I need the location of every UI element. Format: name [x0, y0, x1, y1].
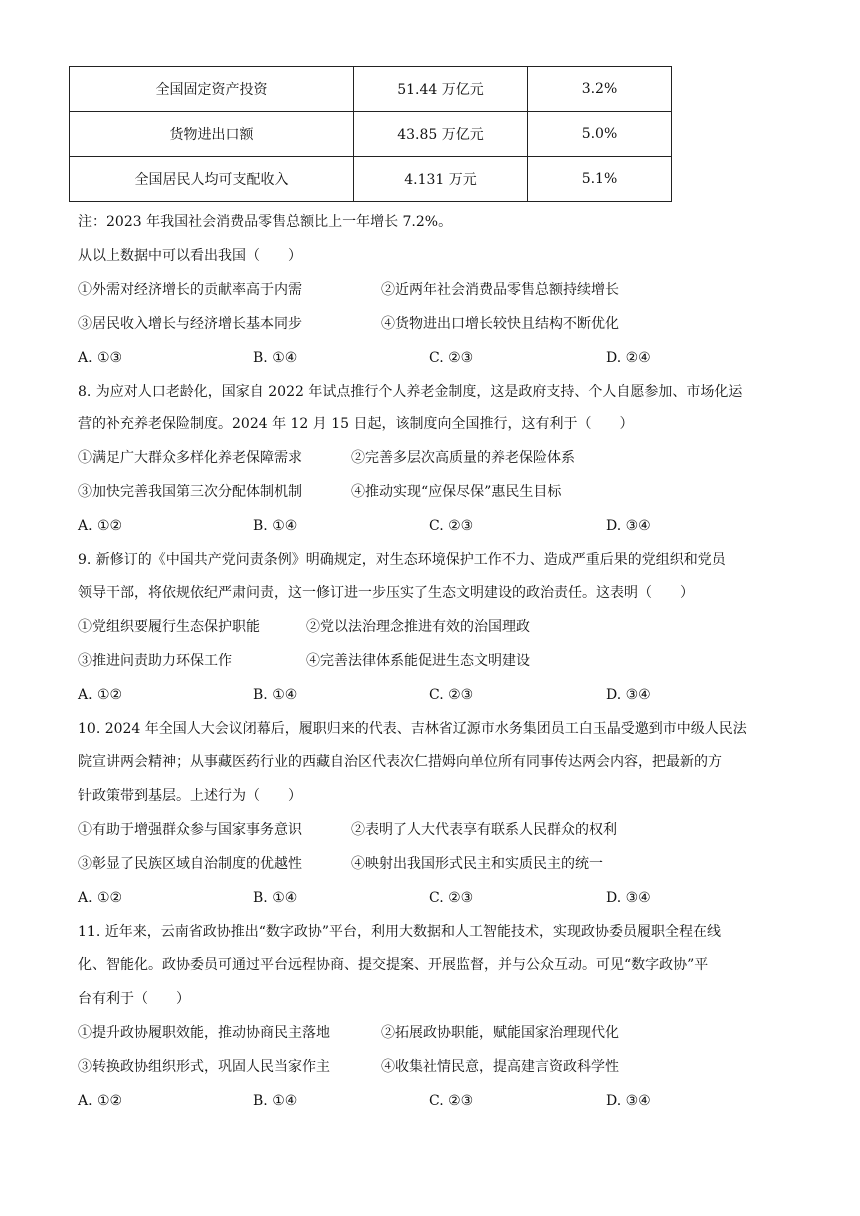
q11-option-a[interactable]: A. ①②: [78, 1093, 123, 1109]
q8-options: [78, 516, 798, 536]
table-cell: 5.1%: [528, 157, 672, 202]
q10-statement-4: ④映射出我国形式民主和实质民主的统一: [351, 856, 603, 872]
q7-statement-4: ④货物进出口增长较快且结构不断优化: [381, 316, 619, 332]
q10-statements-row-1: [78, 820, 818, 840]
q8-stem-line-2: 营的补充养老保险制度。2024 年 12 月 15 日起，该制度向全国推行，这有利于（ ）: [78, 416, 634, 432]
q10-option-c[interactable]: C. ②③: [429, 890, 474, 906]
q10-stem-line-1: 10. 2024 年全国人大会议闭幕后，履职归来的代表、吉林省辽源市水务集团员工白玉晶受邀到市中级人民法: [78, 721, 747, 737]
q7-statement-1: ①外需对经济增长的贡献率高于内需: [78, 282, 302, 298]
q9-statements-row-2: [78, 651, 818, 671]
q11-stem-line-2: 化、智能化。政协委员可通过平台远程协商、提交提案、开展监督，并与公众互动。可见“数字政协”平: [78, 957, 709, 973]
q8-statements-row-2: [78, 482, 818, 502]
table-cell: 3.2%: [528, 67, 672, 112]
q7-options: [78, 348, 798, 368]
q11-stem-line-1: 11. 近年来，云南省政协推出“数字政协”平台，利用大数据和人工智能技术，实现政协委员履职全程在线: [78, 924, 722, 940]
table-row: [70, 112, 672, 157]
q10-option-d[interactable]: D. ③④: [606, 890, 651, 906]
q11-statements-row-2: [78, 1057, 818, 1077]
q7-option-c[interactable]: C. ②③: [429, 350, 474, 366]
q11-statement-3: ③转换政协组织形式，巩固人民当家作主: [78, 1059, 330, 1075]
q7-statements-row-2: [78, 314, 818, 334]
table-cell: 5.0%: [528, 112, 672, 157]
q8-statement-1: ①满足广大群众多样化养老保障需求: [78, 450, 302, 466]
q11-statement-2: ②拓展政协职能，赋能国家治理现代化: [381, 1025, 619, 1041]
q10-statements-row-2: [78, 854, 818, 874]
table-cell: 4.131 万元: [354, 157, 528, 202]
q8-option-a[interactable]: A. ①②: [78, 518, 123, 534]
q9-option-c[interactable]: C. ②③: [429, 687, 474, 703]
q11-statement-4: ④收集社情民意，提高建言资政科学性: [381, 1059, 619, 1075]
q7-statement-3: ③居民收入增长与经济增长基本同步: [78, 316, 302, 332]
q11-option-c[interactable]: C. ②③: [429, 1093, 474, 1109]
q10-stem-line-3: 针政策带到基层。上述行为（ ）: [78, 788, 302, 804]
q7-option-b[interactable]: B. ①④: [253, 350, 298, 366]
q10-option-a[interactable]: A. ①②: [78, 890, 123, 906]
q8-statement-2: ②完善多层次高质量的养老保险体系: [351, 450, 575, 466]
q11-statement-1: ①提升政协履职效能，推动协商民主落地: [78, 1025, 330, 1041]
q8-option-d[interactable]: D. ③④: [606, 518, 651, 534]
q8-option-b[interactable]: B. ①④: [253, 518, 298, 534]
q8-statement-3: ③加快完善我国第三次分配体制机制: [78, 484, 302, 500]
q10-option-b[interactable]: B. ①④: [253, 890, 298, 906]
q8-stem-line-1: 8. 为应对人口老龄化，国家自 2022 年试点推行个人养老金制度，这是政府支持、个人自愿参加、市场化运: [78, 384, 743, 400]
q10-statement-1: ①有助于增强群众参与国家事务意识: [78, 822, 302, 838]
table-row: [70, 67, 672, 112]
q7-statement-2: ②近两年社会消费品零售总额持续增长: [381, 282, 619, 298]
q11-stem-line-3: 台有利于（ ）: [78, 991, 190, 1007]
q9-option-a[interactable]: A. ①②: [78, 687, 123, 703]
q9-option-d[interactable]: D. ③④: [606, 687, 651, 703]
q8-statement-4: ④推动实现“应保尽保”惠民生目标: [351, 484, 562, 500]
q9-option-b[interactable]: B. ①④: [253, 687, 298, 703]
q9-stem-line-2: 领导干部，将依规依纪严肃问责，这一修订进一步压实了生态文明建设的政治责任。这表明（ ）: [78, 585, 694, 601]
q9-statements-row-1: [78, 617, 818, 637]
q9-statement-1: ①党组织要履行生态保护职能: [78, 619, 260, 635]
q11-statements-row-1: [78, 1023, 818, 1043]
q10-statement-2: ②表明了人大代表享有联系人民群众的权利: [351, 822, 617, 838]
q9-stem-line-1: 9. 新修订的《中国共产党问责条例》明确规定，对生态环境保护工作不力、造成严重后果的党组织和党员: [78, 552, 726, 568]
table-cell: 51.44 万亿元: [354, 67, 528, 112]
table-cell: 货物进出口额: [70, 112, 354, 157]
table-cell: 43.85 万亿元: [354, 112, 528, 157]
q7-option-d[interactable]: D. ②④: [606, 350, 651, 366]
table-row: [70, 157, 672, 202]
q9-statement-2: ②党以法治理念推进有效的治国理政: [306, 619, 530, 635]
data-table: [69, 66, 672, 202]
q11-option-d[interactable]: D. ③④: [606, 1093, 651, 1109]
table-note: 注：2023 年我国社会消费品零售总额比上一年增长 7.2%。: [78, 214, 453, 230]
q10-stem-line-2: 院宣讲两会精神；从事藏医药行业的西藏自治区代表次仁措姆向单位所有同事传达两会内容，把最新的方: [78, 754, 722, 770]
q10-options: [78, 888, 798, 908]
q11-options: [78, 1091, 798, 1111]
q9-statement-3: ③推进问责助力环保工作: [78, 653, 232, 669]
table-cell: 全国居民人均可支配收入: [70, 157, 354, 202]
q7-statements-row-1: [78, 280, 818, 300]
q8-statements-row-1: [78, 448, 818, 468]
q7-stem: 从以上数据中可以看出我国（ ）: [78, 248, 302, 264]
table-cell: 全国固定资产投资: [70, 67, 354, 112]
q10-statement-3: ③彰显了民族区域自治制度的优越性: [78, 856, 302, 872]
q7-option-a[interactable]: A. ①③: [78, 350, 123, 366]
q9-options: [78, 685, 798, 705]
q8-option-c[interactable]: C. ②③: [429, 518, 474, 534]
q9-statement-4: ④完善法律体系能促进生态文明建设: [306, 653, 530, 669]
q11-option-b[interactable]: B. ①④: [253, 1093, 298, 1109]
